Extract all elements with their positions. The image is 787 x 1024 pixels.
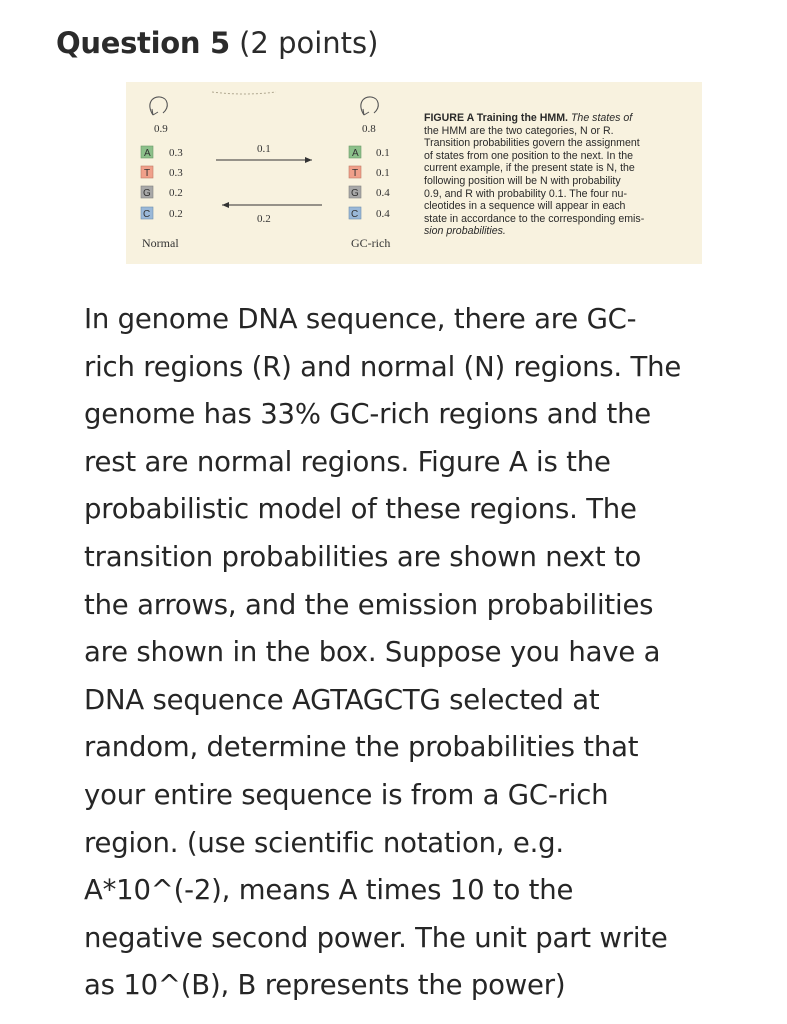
gc-base-c: C [351, 209, 359, 220]
normal-prob-g: 0.2 [169, 187, 183, 199]
figure-caption [424, 112, 696, 238]
gc-prob-t: 0.1 [376, 167, 390, 179]
caption-line-9: sion probabilities. [424, 225, 506, 238]
caption-line-5: following position will be N with probability [424, 174, 621, 187]
gc-prob-g: 0.4 [376, 187, 390, 199]
gc-prob-c: 0.4 [376, 208, 390, 220]
caption-line-3: of states from one position to the next. In the [424, 149, 634, 162]
normal-prob-t: 0.3 [169, 167, 183, 179]
normal-base-g: G [143, 188, 151, 199]
gc-prob-a: 0.1 [376, 147, 390, 159]
normal-emissions [141, 146, 183, 220]
gc-base-g: G [351, 188, 359, 199]
decorative-line [212, 92, 276, 94]
transition-normal-to-gc-prob: 0.1 [257, 143, 271, 155]
question-title: Question 5 [56, 26, 230, 60]
gc-base-a: A [352, 148, 359, 159]
normal-prob-c: 0.2 [169, 208, 183, 220]
caption-line-4: current example, if the present state is N, the [424, 162, 635, 175]
hmm-figure [126, 82, 702, 264]
caption-line-8: state in accordance to the corresponding emis- [424, 212, 645, 225]
question-body: In genome DNA sequence, there are GC- rich regions (R) and normal (N) regions. The genome has 33% GC-rich regions and the rest are normal regions. Figure A is the probabilistic model of these regions. The transition probabilities are shown next to the arrows, and the emission probabilities are shown in the box. Suppose you have a DNA sequence AGTAGCTG selected at random, determine the probabilities that your entire sequence is from a GC-rich region. (use scientific notation, e.g. A*10^(-2), means A times 10 to the negative second power. The unit part write as 10^(B), B represents the power) [84, 303, 682, 1002]
normal-base-c: C [143, 209, 151, 220]
question-header [56, 26, 378, 60]
normal-prob-a: 0.3 [169, 147, 183, 159]
caption-line-0: The states of [570, 112, 633, 124]
question-points: (2 points) [239, 26, 379, 60]
caption-line-1: the HMM are the two categories, N or R. [424, 124, 614, 137]
normal-base-t: T [144, 168, 151, 179]
gc-emissions [349, 146, 390, 220]
gc-self-prob: 0.8 [362, 123, 376, 135]
normal-self-prob: 0.9 [154, 123, 168, 135]
normal-base-a: A [144, 148, 151, 159]
caption-heading: FIGURE A Training the HMM. [424, 112, 568, 124]
transition-gc-to-normal-prob: 0.2 [257, 213, 271, 225]
gc-state-label: GC-rich [351, 236, 391, 250]
gc-base-t: T [352, 168, 359, 179]
caption-line-6: 0.9, and R with probability 0.1. The four nu- [424, 187, 627, 200]
caption-line-7: cleotides in a sequence will appear in each [424, 200, 626, 213]
normal-state-label: Normal [142, 236, 179, 250]
caption-line-2: Transition probabilities govern the assignment [424, 137, 640, 150]
